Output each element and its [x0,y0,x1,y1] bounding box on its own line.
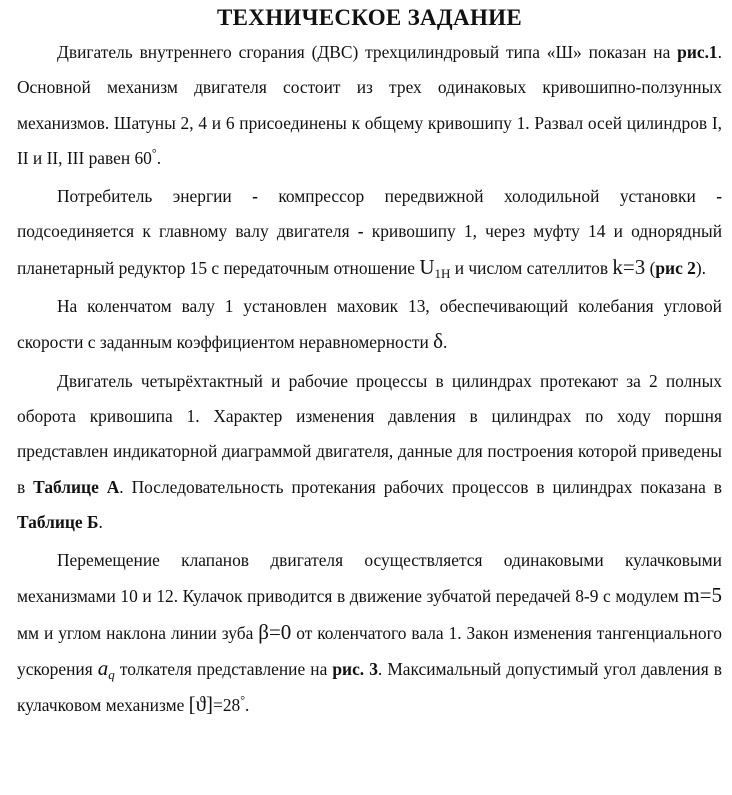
p4-text-1: Двигатель четырёхтактный и рабочие процессы в цилиндрах протекают за 2 полных оборота кривошипа 1. Характер изменения давления в цилиндрах по ходу поршня представлен индикаторной диаграммой двигателя, данные для построения которой приведены в [17,370,722,497]
paragraph-work-cycle [17,364,722,540]
dash: - [252,186,258,207]
p5-text-4: толкателя представление на [114,659,333,680]
paragraph-cam-mechanism [17,543,722,723]
beta-value: β=0 [258,619,292,644]
p2-text-4: кривошипу 1, через муфту 14 и однорядный планетарный редуктор 15 с передаточным отношение [17,221,722,278]
p2-text-7: ). [695,257,706,278]
p5-text-3: от коленчатого вала 1. Закон изменения тангенциального ускорения [17,622,722,680]
gear-ratio-subscript: 1H [434,265,451,281]
acceleration-subscript: q [108,667,115,683]
degree-sign: ° [240,693,246,708]
document-title: ТЕХНИЧЕСКОЕ ЗАДАНИЕ [217,5,522,30]
p5-text-2: мм и углом наклона линии зуба [17,622,259,643]
p3-text-1: На коленчатом валу 1 установлен маховик 13, обеспечивающий колебания угловой скорости с заданным коэффициентом неравномерности [17,296,722,353]
satellites-count: k=3 [612,254,646,279]
figure-2-reference: рис 2 [655,257,696,278]
p1-text-3: . [156,147,162,168]
p4-text-3: . [98,511,103,532]
p2-text-6: ( [645,257,656,278]
table-a-reference: Таблице А [33,476,120,497]
p5-text-1: Перемещение клапанов двигателя осуществляется одинаковыми кулачковыми механизмами 10 и 12. Кулачок приводится в движение зубчатой передачей 8-9 с модулем [17,550,722,607]
p5-text-7: . [245,695,250,716]
paragraph-energy-consumer [17,179,722,286]
gear-ratio-symbol: U [419,254,435,279]
p3-text-2: . [443,332,448,353]
p5-text-5: . Максимальный допустимый угол давления в кулачковом механизме [17,659,722,716]
paragraph-engine-description [17,35,722,176]
delta-symbol: δ [433,329,444,354]
figure-3-reference: рис. 3 [332,659,378,680]
p2-text-5: и числом сателлитов [450,257,613,278]
dash: - [357,221,364,242]
table-b-reference: Таблице Б [17,511,99,532]
p1-text-1: Двигатель внутреннего сгорания (ДВС) трехцилиндровый типа «Ш» показан на [57,42,678,62]
p1-text-2: . Основной механизм двигателя состоит из трех одинаковых кривошипно-ползунных механизмов. Шатуны 2, 4 и 6 присоединены к общему кривошипу 1. Развал осей цилиндров I, II и II, III равен 60 [17,42,722,168]
p2-text-3: подсоединяется к главному валу двигателя [17,221,358,242]
degree-sign: ° [151,146,157,161]
paragraph-flywheel [17,289,722,361]
p2-text-1: Потребитель энергии [57,186,253,207]
acceleration-symbol: a [97,656,109,681]
p5-text-6: =28 [213,695,241,716]
figure-1-reference: рис.1 [677,42,718,62]
dash: - [716,186,722,207]
p4-text-2: . Последовательность протекания рабочих процессов в цилиндрах показана в [119,476,722,497]
module-value: m=5 [683,583,722,608]
p2-text-2: компрессор передвижной холодильной установки [257,186,717,207]
pressure-angle-symbol: [ϑ] [188,692,214,717]
